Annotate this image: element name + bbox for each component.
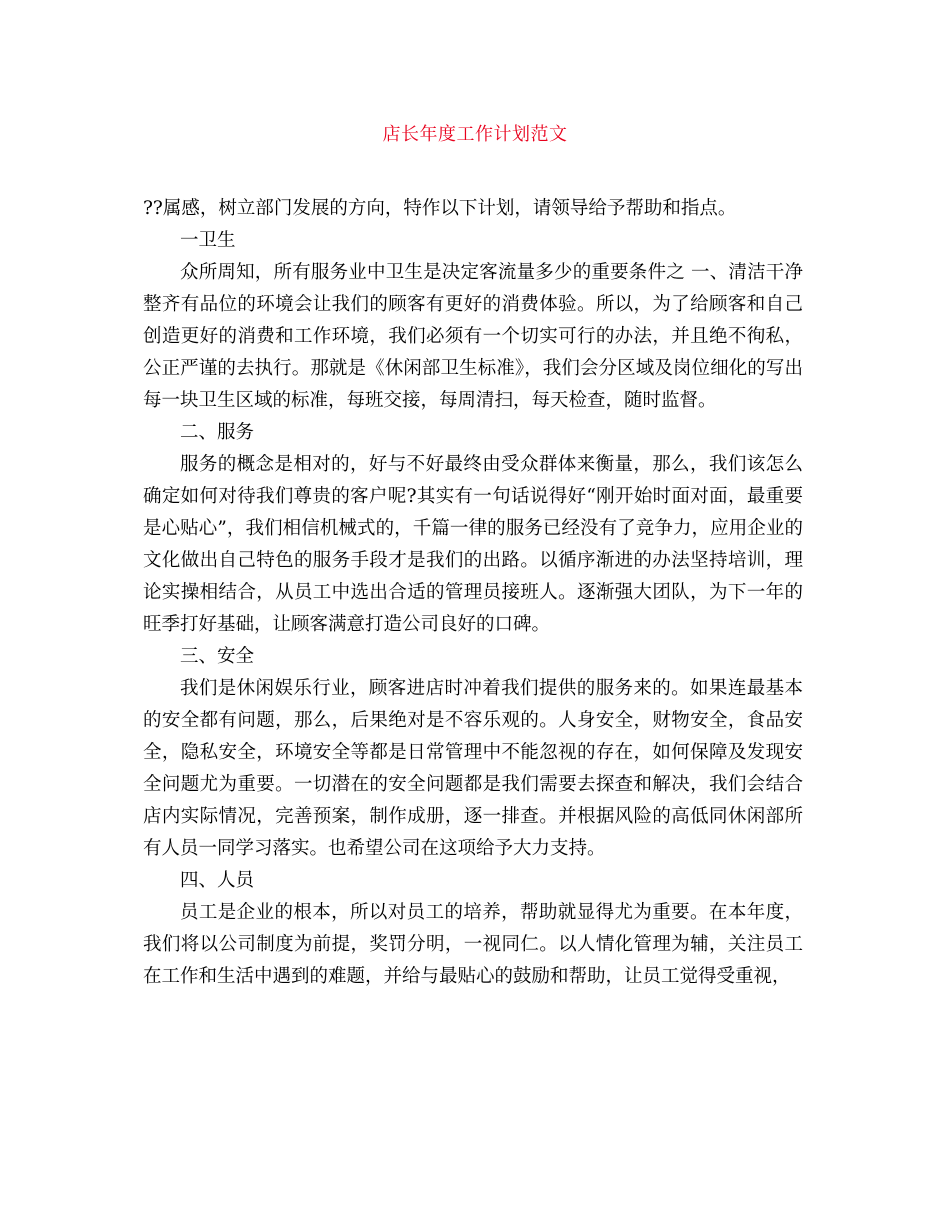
section-heading-personnel: 四、人员 <box>180 870 255 891</box>
paragraph-service: 服务的概念是相对的，好与不好最终由受众群体来衡量，那么，我们该怎么确定如何对待我们尊贵的客户呢?其实有一句话说得好“刚开始时面对面，最重要是心贴心”，我们相信机械式的，千篇一律的服务已经没有了竞争力，应用企业的文化做出自己特色的服务手段才是我们的出路。以循序渐进的办法坚持培训，理论实操相结合，从员工中选出合适的管理员接班人。逐渐强大团队，为下一年的旺季打好基础，让顾客满意打造公司良好的口碑。 <box>143 454 803 635</box>
section-heading-service: 二、服务 <box>180 422 255 443</box>
intro-paragraph: ??属感，树立部门发展的方向，特作以下计划，请领导给予帮助和指点。 <box>143 198 737 219</box>
section-heading-hygiene: 一卫生 <box>180 230 236 251</box>
paragraph-personnel: 员工是企业的根本，所以对员工的培养，帮助就显得尤为重要。在本年度，我们将以公司制度为前提，奖罚分明，一视同仁。以人情化管理为辅，关注员工在工作和生活中遇到的难题，并给与最贴心的鼓励和帮助，让员工觉得受重视， <box>143 902 803 987</box>
section-heading-safety: 三、安全 <box>180 646 255 667</box>
paragraph-hygiene: 众所周知，所有服务业中卫生是决定客流量多少的重要条件之 一、清洁干净整齐有品位的环境会让我们的顾客有更好的消费体验。所以，为了给顾客和自己创造更好的消费和工作环境，我们必须有一个切实可行的办法，并且绝不徇私，公正严谨的去执行。那就是《休闲部卫生标准》，我们会分区域及岗位细化的写出每一块卫生区域的标准，每班交接，每周清扫，每天检查，随时监督。 <box>143 262 803 411</box>
document-title: 店长年度工作计划范文 <box>382 124 568 145</box>
paragraph-safety: 我们是休闲娱乐行业，顾客进店时冲着我们提供的服务来的。如果连最基本的安全都有问题，那么，后果绝对是不容乐观的。人身安全，财物安全，食品安全，隐私安全，环境安全等都是日常管理中不能忽视的存在，如何保障及发现安全问题尤为重要。一切潜在的安全问题都是我们需要去探查和解决，我们会结合店内实际情况，完善预案，制作成册，逐一排查。并根据风险的高低同休闲部所有人员一同学习落实。也希望公司在这项给予大力支持。 <box>143 678 803 859</box>
document-body <box>143 193 803 993</box>
